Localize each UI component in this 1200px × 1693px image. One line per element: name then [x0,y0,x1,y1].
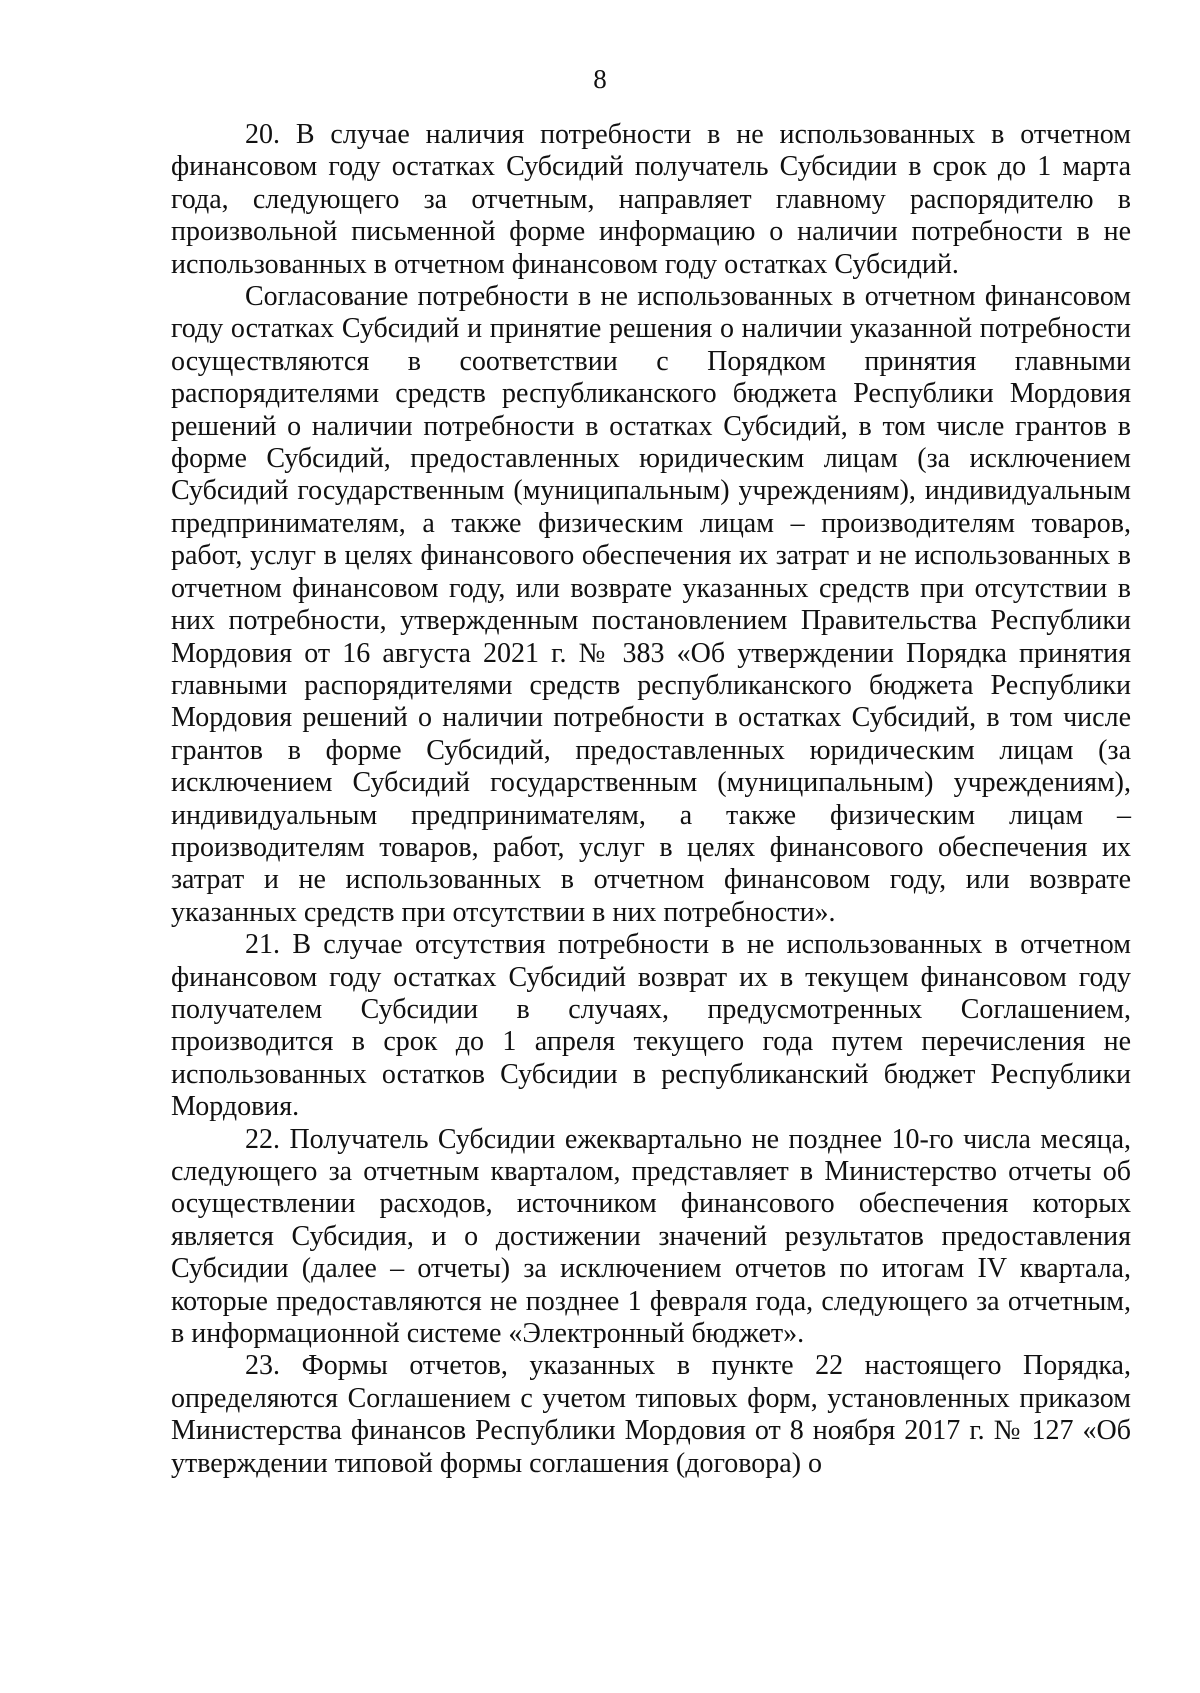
paragraph-21: 21. В случае отсутствия потребности в не использованных в отчетном финансовом году остатках Субсидий возврат их в текущем финансовом году получателем Субсидии в случаях, предусмотренных Соглашением, производится в срок до 1 апреля текущего года путем перечисления не использованных остатков Субсидии в республиканский бюджет Республики Мордовия. [171,929,1131,1123]
paragraph-agreement-procedure: Согласование потребности в не использованных в отчетном финансовом году остатках Субсидий и принятие решения о наличии указанной потребности осуществляются в соответствии с Порядком принятия главными распорядителями средств республиканского бюджета Республики Мордовия решений о наличии потребности в остатках Субсидий, в том числе грантов в форме Субсидий, предоставленных юридическим лицам (за исключением Субсидий государственным (муниципальным) учреждениям), индивидуальным предпринимателям, а также физическим лицам – производителям товаров, работ, услуг в целях финансового обеспечения их затрат и не использованных в отчетном финансовом году, или возврате указанных средств при отсутствии в них потребности, утвержденным постановлением Правительства Республики Мордовия от 16 августа 2021 г. № 383 «Об утверждении Порядка принятия главными распорядителями средств республиканского бюджета Республики Мордовия решений о наличии потребности в остатках Субсидий, в том числе грантов в форме Субсидий, предоставленных юридическим лицам (за исключением Субсидий государственным (муниципальным) учреждениям), индивидуальным предпринимателям, а также физическим лицам – производителям товаров, работ, услуг в целях финансового обеспечения их затрат и не использованных в отчетном финансовом году, или возврате указанных средств при отсутствии в них потребности». [171,281,1131,928]
paragraph-23: 23. Формы отчетов, указанных в пункте 22 настоящего Порядка, определяются Соглашением с учетом типовых форм, установленных приказом Министерства финансов Республики Мордовия от 8 ноября 2017 г. № 127 «Об утверждении типовой формы соглашения (договора) о [171,1350,1131,1479]
paragraph-22: 22. Получатель Субсидии ежеквартально не позднее 10-го числа месяца, следующего за отчетным кварталом, представляет в Министерство отчеты об осуществлении расходов, источником финансового обеспечения которых является Субсидия, и о достижении значений результатов предоставления Субсидии (далее – отчеты) за исключением отчетов по итогам IV квартала, которые предоставляются не позднее 1 февраля года, следующего за отчетным, в информационной системе «Электронный бюджет». [171,1123,1131,1350]
page-number: 8 [593,64,607,94]
paragraph-20: 20. В случае наличия потребности в не использованных в отчетном финансовом году остатках Субсидий получатель Субсидии в срок до 1 марта года, следующего за отчетным, направляет главному распорядителю в произвольной письменной форме информацию о наличии потребности в не использованных в отчетном финансовом году остатках Субсидий. [171,119,1131,280]
document-body [171,119,1131,1480]
